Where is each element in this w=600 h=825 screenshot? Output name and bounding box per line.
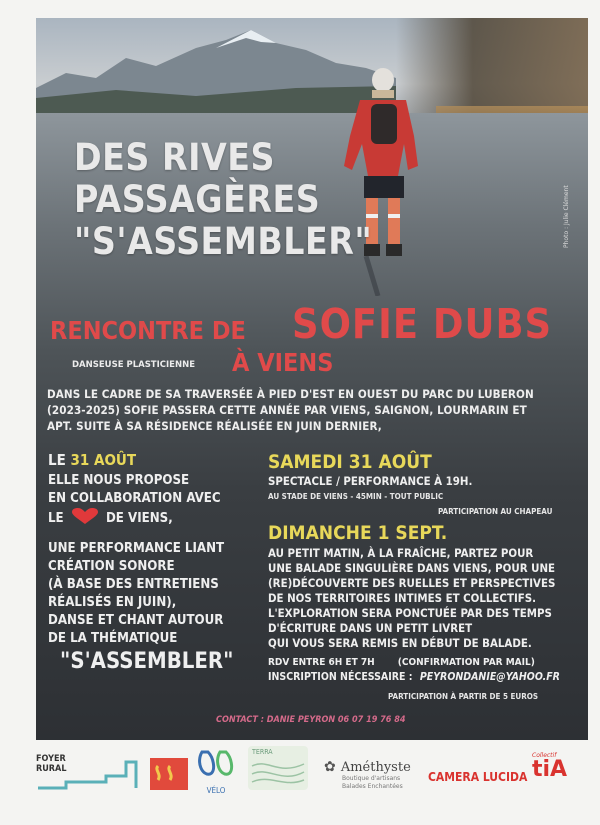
samedi-line-2: AU STADE DE VIENS - 45MIN - TOUT PUBLIC <box>268 492 444 501</box>
dimanche-line-3: (RE)DÉCOUVERTE DES RUELLES ET PERSPECTIVES <box>268 576 556 590</box>
terra-logo <box>248 746 308 790</box>
foyer-rural-mark-icon <box>36 756 142 792</box>
left-line-3 <box>48 508 173 529</box>
left-para-line-2: CRÉATION SONORE <box>48 559 175 574</box>
coat-of-arms-logo <box>150 758 188 790</box>
dimanche-line-1: AU PETIT MATIN, À LA FRAÎCHE, PARTEZ POUR <box>268 546 534 560</box>
samedi-heading: SAMEDI 31 AOÛT <box>268 451 432 473</box>
foyer-rural-line-1: FOYER <box>36 754 66 764</box>
foyer-rural-line-2: RURAL <box>36 764 67 774</box>
contact-email[interactable]: PEYRONDANIE@YAHOO.FR <box>419 671 560 683</box>
contact-line: CONTACT : DANIE PEYRON 06 07 19 76 84 <box>216 715 406 725</box>
amethyste-label: Améthyste <box>340 760 411 775</box>
left-date: 31 AOÛT <box>70 451 137 469</box>
intro-line-1: DANS LE CADRE DE SA TRAVERSÉE À PIED D'EST EN OUEST DU PARC DU LUBERON <box>47 387 534 401</box>
rdv-confirmation: (CONFIRMATION PAR MAIL) <box>397 657 535 668</box>
velo-label: VÉLO <box>206 786 226 795</box>
terra-topo-icon <box>248 756 308 786</box>
inscription-label: INSCRIPTION NÉCESSAIRE : <box>268 671 413 683</box>
amethyste-sub-2: Balades Enchantées <box>342 783 403 790</box>
terra-label: TERRA <box>252 748 273 756</box>
coat-of-arms-icon <box>150 758 188 790</box>
samedi-line-1: SPECTACLE / PERFORMANCE À 19H. <box>268 474 473 488</box>
left-para-line-4: RÉALISÉS EN JUIN), <box>48 595 177 610</box>
rdv-line <box>268 655 535 670</box>
title-line-3: "S'ASSEMBLER" <box>74 220 373 263</box>
partner-logos <box>0 742 600 825</box>
amethyste-logo <box>324 756 411 791</box>
amethyste-sub-1: Boutique d'artisans <box>342 775 401 782</box>
left-para-line-5: DANSE ET CHANT AUTOUR <box>48 613 224 628</box>
rdv-time: RDV ENTRE 6H ET 7H <box>268 657 375 668</box>
dimanche-line-4: DE NOS TERRITOIRES INTIMES ET COLLECTIFS. <box>268 591 537 605</box>
collectif-mark: tiA <box>532 757 568 782</box>
velo-icon <box>196 748 236 780</box>
event-poster <box>36 18 588 740</box>
collectif-logo <box>532 752 567 781</box>
artist-name: SOFIE DUBS <box>292 300 553 348</box>
left-date-prefix: LE <box>48 451 66 469</box>
left-line-3-suffix: DE VIENS, <box>105 511 173 526</box>
dimanche-line-6: D'ÉCRITURE DANS UN PETIT LIVRET <box>268 621 473 635</box>
left-line-1: ELLE NOUS PROPOSE <box>48 473 190 488</box>
dimanche-line-5: L'EXPLORATION SERA PONCTUÉE PAR DES TEMPS <box>268 606 552 620</box>
camera-lucida-logo: CAMERA LUCIDA <box>428 770 528 784</box>
flower-icon: ✿ <box>324 759 336 775</box>
left-para-line-6: DE LA THÉMATIQUE <box>48 631 178 646</box>
samedi-note: PARTICIPATION AU CHAPEAU <box>438 507 553 516</box>
velo-logo <box>196 748 236 795</box>
title-line-1: DES RIVES <box>74 136 275 179</box>
intro-line-2: (2023-2025) SOFIE PASSERA CETTE ANNÉE PAR VIENS, SAIGNON, LOURMARIN ET <box>47 403 527 417</box>
left-para-line-3: (À BASE DES ENTRETIENS <box>48 577 219 592</box>
dimanche-line-2: UNE BALADE SINGULIÈRE DANS VIENS, POUR UNE <box>268 561 556 575</box>
photo-credit: Photo : Julie Clément <box>563 185 570 248</box>
heart-icon <box>71 508 99 529</box>
intro-line-3: APT. SUITE À SA RÉSIDENCE RÉALISÉE EN JUIN DERNIER, <box>47 419 382 433</box>
location: À VIENS <box>232 348 334 377</box>
dimanche-heading: DIMANCHE 1 SEPT. <box>268 522 448 544</box>
left-line-2: EN COLLABORATION AVEC <box>48 491 221 506</box>
artist-role: DANSEUSE PLASTICIENNE <box>72 360 196 370</box>
title-line-2: PASSAGÈRES <box>74 178 321 221</box>
collectif-label: Collectif <box>532 752 557 759</box>
left-line-3-prefix: LE <box>48 511 64 526</box>
rencontre-label: RENCONTRE DE <box>50 316 246 345</box>
dimanche-line-7: QUI VOUS SERA REMIS EN DÉBUT DE BALADE. <box>268 636 532 650</box>
left-date-line <box>48 452 136 469</box>
dimanche-note: PARTICIPATION À PARTIR DE 5 EUROS <box>388 692 539 701</box>
inscription-line <box>268 670 560 685</box>
left-theme: "S'ASSEMBLER" <box>60 649 234 674</box>
left-para-line-1: UNE PERFORMANCE LIANT <box>48 541 225 556</box>
